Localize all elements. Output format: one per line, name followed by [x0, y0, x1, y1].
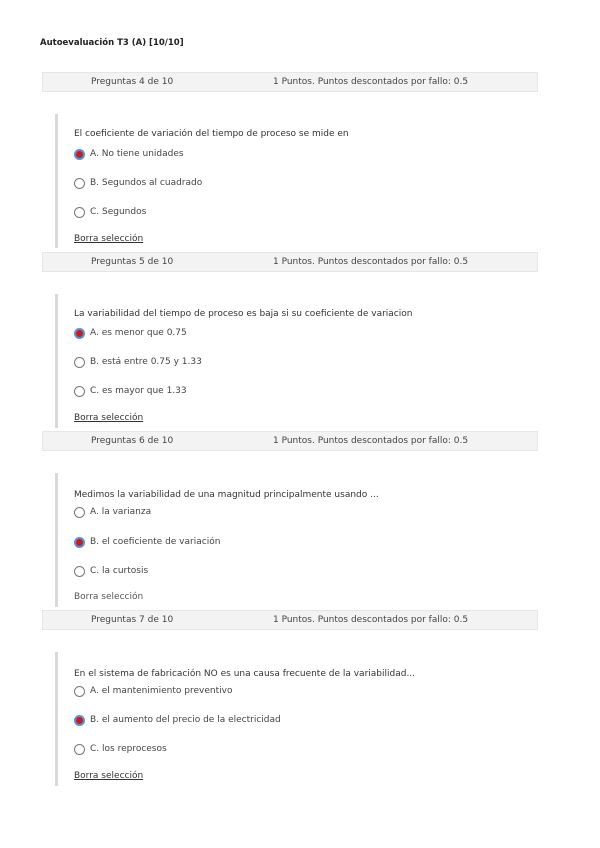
option-label: A. No tiene unidades	[90, 149, 184, 159]
option-label: A. es menor que 0.75	[90, 328, 187, 338]
question-points: 1 Puntos. Puntos descontados por fallo: 0.5	[273, 77, 469, 87]
radio-button-selected[interactable]	[74, 328, 85, 339]
option-a[interactable]	[74, 684, 232, 698]
option-label: C. la curtosis	[90, 566, 149, 576]
question-header	[42, 252, 538, 272]
option-b[interactable]	[74, 713, 281, 727]
radio-button[interactable]	[74, 507, 85, 518]
question-text: La variabilidad del tiempo de proceso es baja si su coeficiente de variacion	[74, 309, 413, 319]
question-header	[42, 72, 538, 92]
radio-button[interactable]	[74, 566, 85, 577]
question-block	[55, 652, 535, 786]
option-label: A. el mantenimiento preventivo	[90, 686, 233, 696]
radio-button-selected[interactable]	[74, 715, 85, 726]
radio-button[interactable]	[74, 386, 85, 397]
question-header	[42, 431, 538, 451]
question-number: Preguntas 5 de 10	[91, 257, 174, 267]
option-b[interactable]	[74, 535, 220, 549]
option-label: A. la varianza	[90, 507, 152, 517]
radio-button[interactable]	[74, 744, 85, 755]
clear-selection-link[interactable]: Borra selección	[74, 413, 144, 423]
option-label: B. el aumento del precio de la electricidad	[90, 715, 281, 725]
radio-button[interactable]	[74, 357, 85, 368]
question-block	[55, 114, 535, 248]
clear-selection-link[interactable]: Borra selección	[74, 771, 144, 781]
option-label: C. Segundos	[90, 207, 147, 217]
option-label: C. es mayor que 1.33	[90, 386, 187, 396]
radio-button-selected[interactable]	[74, 149, 85, 160]
radio-button[interactable]	[74, 686, 85, 697]
clear-selection-link[interactable]: Borra selección	[74, 592, 144, 602]
question-text: Medimos la variabilidad de una magnitud principalmente usando ...	[74, 490, 379, 500]
option-label: B. el coeficiente de variación	[90, 537, 221, 547]
option-label: B. Segundos al cuadrado	[90, 178, 203, 188]
question-header	[42, 610, 538, 630]
question-text: El coeficiente de variación del tiempo de proceso se mide en	[74, 129, 349, 139]
radio-button[interactable]	[74, 178, 85, 189]
option-b[interactable]	[74, 176, 202, 190]
question-number: Preguntas 4 de 10	[91, 77, 174, 87]
question-number: Preguntas 6 de 10	[91, 436, 174, 446]
option-a[interactable]	[74, 326, 187, 340]
option-c[interactable]	[74, 742, 167, 756]
question-points: 1 Puntos. Puntos descontados por fallo: 0.5	[273, 436, 469, 446]
radio-button-selected[interactable]	[74, 537, 85, 548]
question-block	[55, 473, 535, 607]
question-block	[55, 294, 535, 428]
question-number: Preguntas 7 de 10	[91, 615, 174, 625]
question-points: 1 Puntos. Puntos descontados por fallo: 0.5	[273, 615, 469, 625]
option-c[interactable]	[74, 205, 146, 219]
clear-selection-link[interactable]: Borra selección	[74, 234, 144, 244]
question-points: 1 Puntos. Puntos descontados por fallo: 0.5	[273, 257, 469, 267]
option-label: B. está entre 0.75 y 1.33	[90, 357, 202, 367]
option-a[interactable]	[74, 147, 184, 161]
option-a[interactable]	[74, 505, 151, 519]
option-label: C. los reprocesos	[90, 744, 167, 754]
option-b[interactable]	[74, 355, 202, 369]
radio-button[interactable]	[74, 207, 85, 218]
page-title: Autoevaluación T3 (A) [10/10]	[40, 38, 184, 48]
option-c[interactable]	[74, 384, 187, 398]
question-text: En el sistema de fabricación NO es una causa frecuente de la variabilidad...	[74, 669, 416, 679]
option-c[interactable]	[74, 564, 148, 578]
